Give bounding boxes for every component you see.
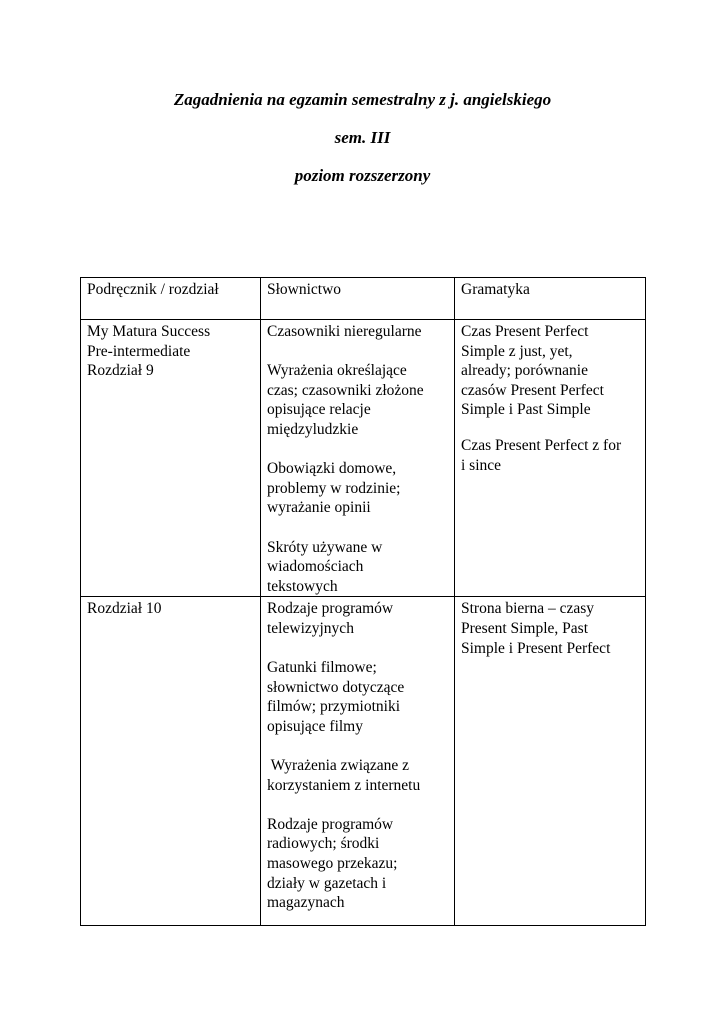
cell-line: czasów Present Perfect <box>461 381 604 399</box>
cell-line: magazynach <box>267 894 345 912</box>
cell-line: Rozdział 10 <box>87 600 162 618</box>
cell-line: tekstowych <box>267 577 338 595</box>
cell-line: czas; czasowniki złożone <box>267 381 424 399</box>
cell-line: międzyludzkie <box>267 420 359 438</box>
cell-line: telewizyjnych <box>267 619 354 637</box>
header-vocabulary: Słownictwo <box>261 278 455 320</box>
cell-line: opisujące relacje <box>267 401 371 419</box>
cell-line: Simple z just, yet, <box>461 342 573 360</box>
cell-line: i since <box>461 456 502 474</box>
cell-line: Present Simple, Past <box>461 619 589 637</box>
cell-grammar <box>455 320 646 597</box>
cell-line: wiadomościach <box>267 558 364 576</box>
cell-vocabulary <box>261 320 455 597</box>
cell-line: Strona bierna – czasy <box>461 600 594 618</box>
document-title: Zagadnienia na egzamin semestralny z j. angielskiego <box>173 90 552 109</box>
cell-grammar <box>455 597 646 926</box>
cell-line: Czas Present Perfect <box>461 323 589 340</box>
cell-textbook <box>81 320 261 597</box>
cell-line: Simple i Past Simple <box>461 401 591 419</box>
semester-label: sem. III <box>334 128 391 147</box>
cell-line: Obowiązki domowe, <box>267 460 397 478</box>
cell-line: filmów; przymiotniki <box>267 698 401 716</box>
table-row <box>81 597 646 926</box>
cell-line: Gatunki filmowe; <box>267 659 377 677</box>
cell-line: problemy w rodzinie; <box>267 479 401 497</box>
cell-line: Czas Present Perfect z for <box>461 436 622 454</box>
cell-line: Wyrażenia określające <box>267 362 407 380</box>
cell-vocabulary <box>261 597 455 926</box>
table-header-row <box>81 278 646 320</box>
cell-line: wyrażanie opinii <box>267 499 371 517</box>
cell-line: Czasowniki nieregularne <box>267 323 422 340</box>
cell-line: Pre-intermediate <box>87 342 191 360</box>
cell-line: radiowych; środki <box>267 835 380 853</box>
cell-line: Rozdział 9 <box>87 362 154 380</box>
level-label: poziom rozszerzony <box>294 166 431 185</box>
cell-line: działy w gazetach i <box>267 874 387 892</box>
cell-line: Skróty używane w <box>267 538 383 556</box>
cell-line: Wyrażenia związane z <box>267 757 410 775</box>
header-textbook: Podręcznik / rozdział <box>81 278 261 320</box>
cell-line: masowego przekazu; <box>267 855 398 873</box>
cell-line: Rodzaje programów <box>267 815 394 833</box>
cell-textbook <box>81 597 261 926</box>
cell-line: Rodzaje programów <box>267 600 394 618</box>
cell-line: korzystaniem z internetu <box>267 776 421 794</box>
cell-line: Simple i Present Perfect <box>461 639 611 657</box>
table-row <box>81 320 646 597</box>
cell-line: My Matura Success <box>87 323 211 340</box>
topics-table <box>80 277 646 926</box>
header-grammar: Gramatyka <box>455 278 646 320</box>
cell-line: opisujące filmy <box>267 717 363 735</box>
cell-line: already; porównanie <box>461 362 588 380</box>
cell-line: słownictwo dotyczące <box>267 678 405 696</box>
